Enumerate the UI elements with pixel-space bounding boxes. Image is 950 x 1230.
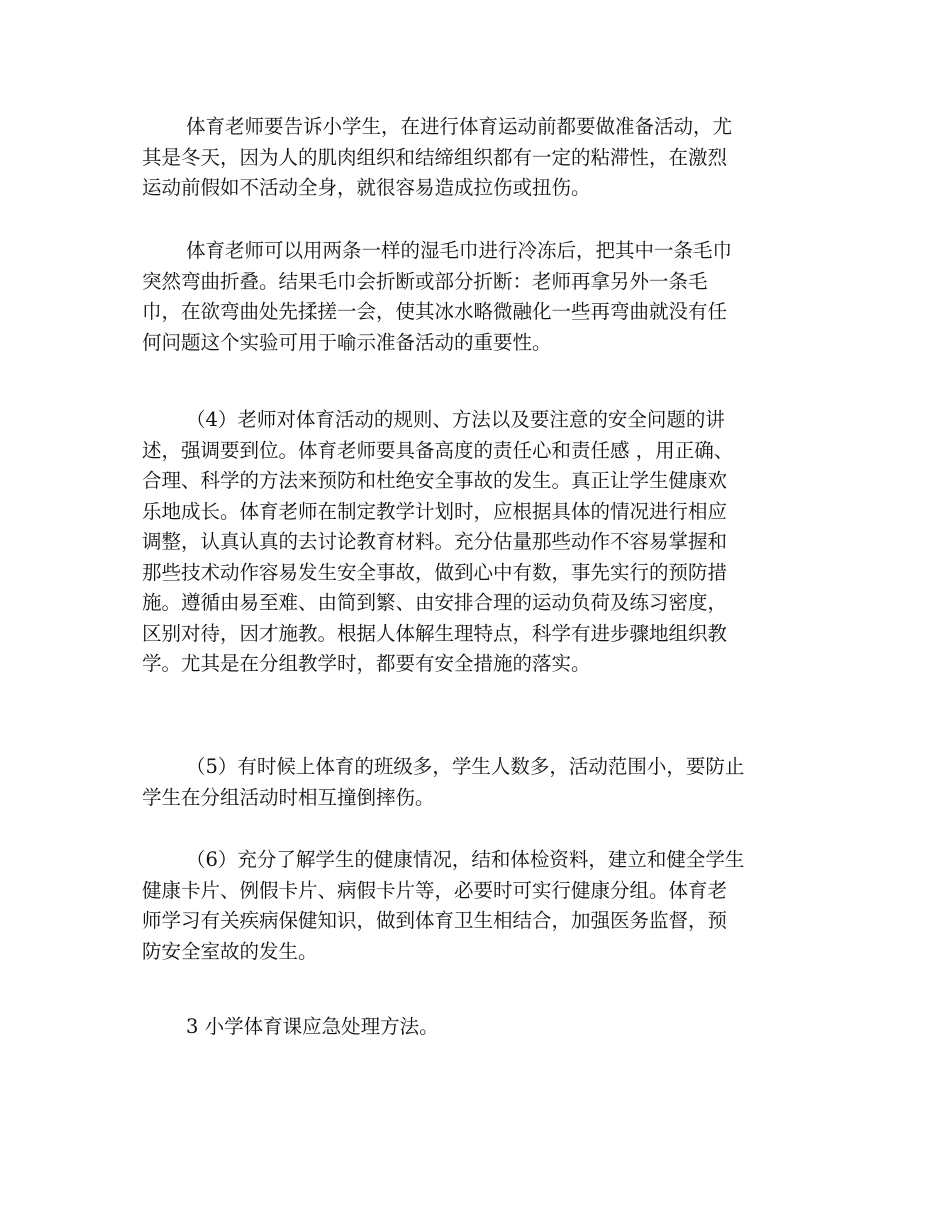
paragraph-line: 何问题这个实验可用于喻示准备活动的重要性。 <box>142 330 552 354</box>
paragraph-line: 体育老师要告诉小学生，在进行体育运动前都要做准备活动，尤 <box>186 115 733 138</box>
paragraph-line: （5）有时候上体育的班级多，学生人数多，活动范围小，要防止 <box>186 755 745 778</box>
paragraph-line: 学生在分组活动时相互撞倒摔伤。 <box>142 785 435 809</box>
paragraph-line: 巾，在欲弯曲处先揉搓一会，使其冰水略微融化一些再弯曲就没有任 <box>142 300 728 323</box>
paragraph-line: 突然弯曲折叠。结果毛巾会折断或部分折断：老师再拿另外一条毛 <box>142 269 708 293</box>
paragraph-warmup <box>142 112 802 204</box>
paragraph-line: 学。尤其是在分组教学时，都要有安全措施的落实。 <box>142 652 591 675</box>
paragraph-item-6 <box>142 845 802 967</box>
paragraph-line: （6）充分了解学生的健康情况，结和体检资料，建立和健全学生 <box>186 848 745 871</box>
section-heading: 3 小学体育课应急处理方法。 <box>186 1015 439 1038</box>
paragraph-item-4 <box>142 405 802 680</box>
paragraph-line: 健康卡片、例假卡片、病假卡片等，必要时可实行健康分组。体育老 <box>142 878 728 902</box>
paragraph-line: （4）老师对体育活动的规则、方法以及要注意的安全问题的讲 <box>186 408 725 431</box>
paragraph-line: 那些技术动作容易发生安全事故，做到心中有数，事先实行的预防措 <box>142 560 728 584</box>
paragraph-towel-experiment <box>142 236 802 358</box>
paragraph-line: 区别对待，因才施教。根据人体解生理特点，科学有进步骤地组织教 <box>142 621 728 645</box>
paragraph-line: 其是冬天，因为人的肌肉组织和结缔组织都有一定的粘滞性，在激烈 <box>142 145 728 169</box>
paragraph-line: 师学习有关疾病保健知识，做到体育卫生相结合，加强医务监督，预 <box>142 909 728 932</box>
section-heading-3 <box>142 1012 802 1043</box>
paragraph-item-5 <box>142 752 802 813</box>
paragraph-line: 调整，认真认真的去讨论教育材料。充分估量那些动作不容易掌握和 <box>142 530 728 553</box>
paragraph-line: 施。遵循由易至难、由简到繁、由安排合理的运动负荷及练习密度， <box>142 591 728 614</box>
paragraph-line: 合理、科学的方法来预防和杜绝安全事故的发生。真正让学生健康欢 <box>142 469 728 492</box>
paragraph-line: 体育老师可以用两条一样的湿毛巾进行冷冻后，把其中一条毛巾 <box>186 239 733 262</box>
paragraph-line: 运动前假如不活动全身，就很容易造成拉伤或扭伤。 <box>142 176 591 199</box>
paragraph-line: 乐地成长。体育老师在制定教学计划时，应根据具体的情况进行相应 <box>142 499 728 523</box>
paragraph-line: 述，强调要到位。体育老师要具备高度的责任心和责任感 ，用正确、 <box>142 438 734 462</box>
paragraph-line: 防安全室故的发生。 <box>142 939 318 963</box>
